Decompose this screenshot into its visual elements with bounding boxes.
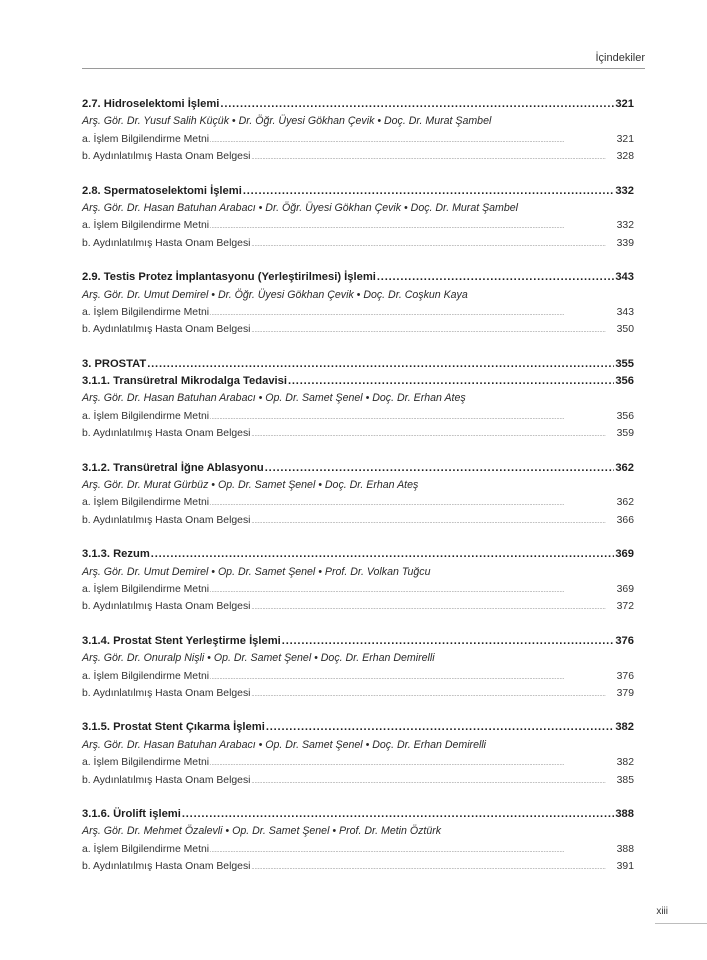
toc-entry-page-number: 372: [616, 601, 634, 613]
dot-leader: [251, 600, 615, 617]
toc-entry-label: a. İşlem Bilgilendirme Metni: [82, 843, 210, 855]
section-heading-page-number: 321: [615, 98, 634, 110]
author-line: Arş. Gör. Dr. Umut Demirel • Op. Dr. Samet Şenel • Prof. Dr. Volkan Tuğcu: [82, 565, 431, 578]
section-heading-page-number: 369: [615, 548, 634, 561]
section-heading-label: 3.1.4. Prostat Stent Yerleştirme İşlemi: [82, 634, 281, 647]
dot-leader: [251, 774, 615, 791]
section-heading-label: 3. PROSTAT: [82, 357, 147, 370]
toc-entry: [82, 131, 634, 148]
toc-entry-label: b. Aydınlatılmış Hasta Onam Belgesi: [82, 237, 251, 249]
toc-entry-page-number: 339: [616, 237, 634, 249]
dot-leader: [210, 410, 616, 427]
toc-entry: [82, 512, 634, 529]
dot-leader: [251, 687, 615, 704]
toc-entry-page-number: 362: [616, 497, 634, 509]
dot-leader: [210, 670, 616, 687]
dot-leader: [210, 756, 616, 773]
dot-leader: [251, 237, 615, 254]
header-divider: [82, 68, 645, 69]
toc-entry: [82, 668, 634, 685]
toc-entry-label: a. İşlem Bilgilendirme Metni: [82, 133, 210, 145]
running-header-title: İçindekiler: [595, 52, 645, 64]
dot-leader: [210, 496, 616, 513]
toc-entry-page-number: 356: [616, 410, 634, 422]
section-heading: [82, 633, 634, 650]
author-line: Arş. Gör. Dr. Hasan Batuhan Arabacı • Op. Dr. Samet Şenel • Doç. Dr. Erhan Ateş: [82, 392, 466, 405]
toc-entry: [82, 321, 634, 338]
toc-entry: [82, 408, 634, 425]
toc-entry: [82, 494, 634, 511]
dot-leader: [266, 719, 615, 736]
toc-entry-label: a. İşlem Bilgilendirme Metni: [82, 497, 210, 509]
dot-leader: [210, 583, 616, 600]
dot-leader: [288, 373, 614, 390]
section-heading-label: 3.1.2. Transüretral İğne Ablasyonu: [82, 461, 264, 474]
dot-leader: [151, 546, 615, 563]
dot-leader: [210, 306, 616, 323]
dot-leader: [265, 460, 615, 477]
author-line: Arş. Gör. Dr. Mehmet Özalevli • Op. Dr. Samet Şenel • Prof. Dr. Metin Öztürk: [82, 825, 442, 838]
toc-entry-label: b. Aydınlatılmış Hasta Onam Belgesi: [82, 861, 251, 873]
dot-leader: [251, 427, 615, 444]
section-heading-label: 3.1.3. Rezum: [82, 548, 150, 561]
toc-entry: [82, 754, 634, 771]
section-heading-page-number: 362: [615, 461, 634, 474]
toc-entry-label: b. Aydınlatılmış Hasta Onam Belgesi: [82, 324, 251, 336]
section-heading-page-number: 388: [615, 807, 634, 820]
toc-section: [82, 460, 634, 530]
section-heading-page-number: 332: [615, 184, 634, 197]
section-heading-page-number: 343: [615, 271, 634, 284]
section-heading-page-number: 376: [615, 634, 634, 647]
toc-section: [82, 719, 634, 789]
section-heading-label: 3.1.1. Transüretral Mikrodalga Tedavisi: [82, 375, 287, 388]
toc-entry-label: b. Aydınlatılmış Hasta Onam Belgesi: [82, 151, 251, 163]
toc-entry: [82, 425, 634, 442]
section-heading-label: 3.1.6. Ürolift işlemi: [82, 807, 181, 820]
toc-entry-label: b. Aydınlatılmış Hasta Onam Belgesi: [82, 514, 251, 526]
toc-entry: [82, 858, 634, 875]
toc-entry-page-number: 366: [616, 514, 634, 526]
dot-leader: [147, 356, 614, 373]
section-heading: [82, 460, 634, 477]
toc-entry-label: b. Aydınlatılmış Hasta Onam Belgesi: [82, 687, 251, 699]
toc-section: [82, 633, 634, 703]
dot-leader: [251, 514, 615, 531]
section-heading: [82, 356, 634, 373]
section-heading-label: 2.8. Spermatoselektomi İşlemi: [82, 184, 242, 197]
dot-leader: [251, 150, 615, 167]
author-line: Arş. Gör. Dr. Hasan Batuhan Arabacı • Op. Dr. Samet Şenel • Doç. Dr. Erhan Demirelli: [82, 738, 487, 751]
toc-entry-page-number: 382: [616, 757, 634, 769]
toc-section: [82, 546, 634, 616]
section-heading-page-number: 356: [615, 375, 634, 388]
toc-section: [82, 806, 634, 876]
author-line: Arş. Gör. Dr. Murat Gürbüz • Op. Dr. Samet Şenel • Doç. Dr. Erhan Ateş: [82, 479, 419, 492]
toc-entry-page-number: 391: [616, 861, 634, 873]
author-line: Arş. Gör. Dr. Umut Demirel • Dr. Öğr. Üyesi Gökhan Çevik • Doç. Dr. Coşkun Kaya: [82, 288, 468, 301]
dot-leader: [210, 219, 616, 236]
dot-leader: [377, 269, 614, 286]
toc-entry-label: a. İşlem Bilgilendirme Metni: [82, 757, 210, 769]
toc-entry-page-number: 379: [616, 687, 634, 699]
author-line: Arş. Gör. Dr. Hasan Batuhan Arabacı • Dr. Öğr. Üyesi Gökhan Çevik • Doç. Dr. Murat Şambel: [82, 201, 519, 214]
toc-entry-page-number: 376: [616, 670, 634, 682]
toc-entry-page-number: 332: [616, 220, 634, 232]
toc-section: [82, 183, 634, 253]
toc-entry: [82, 148, 634, 165]
toc-section: [82, 96, 634, 166]
toc-entry-label: b. Aydınlatılmış Hasta Onam Belgesi: [82, 428, 251, 440]
toc-entry: [82, 235, 634, 252]
section-heading-page-number: 382: [615, 721, 634, 734]
section-heading: [82, 183, 634, 200]
toc-section: [82, 356, 634, 443]
toc-entry-page-number: 359: [616, 428, 634, 440]
section-heading-label: 3.1.5. Prostat Stent Çıkarma İşlemi: [82, 721, 265, 734]
table-of-contents: [82, 96, 634, 892]
section-heading: [82, 806, 634, 823]
toc-entry-page-number: 388: [616, 843, 634, 855]
toc-entry-label: b. Aydınlatılmış Hasta Onam Belgesi: [82, 774, 251, 786]
toc-entry-page-number: 328: [616, 151, 634, 163]
dot-leader: [210, 843, 616, 860]
dot-leader: [210, 133, 616, 150]
dot-leader: [182, 806, 614, 823]
section-heading-label: 2.7. Hidroselektomi İşlemi: [82, 98, 220, 110]
toc-entry-label: a. İşlem Bilgilendirme Metni: [82, 306, 210, 318]
section-heading: [82, 269, 634, 286]
footer-divider: [655, 923, 707, 924]
toc-entry-label: a. İşlem Bilgilendirme Metni: [82, 220, 210, 232]
toc-entry-page-number: 385: [616, 774, 634, 786]
dot-leader: [282, 633, 615, 650]
author-line: Arş. Gör. Dr. Onuralp Nişli • Op. Dr. Samet Şenel • Doç. Dr. Erhan Demirelli: [82, 652, 435, 665]
section-heading: [82, 96, 634, 113]
toc-entry: [82, 598, 634, 615]
toc-entry-label: a. İşlem Bilgilendirme Metni: [82, 670, 210, 682]
dot-leader: [243, 183, 615, 200]
toc-entry-page-number: 321: [616, 133, 634, 145]
toc-entry-page-number: 369: [616, 583, 634, 595]
toc-entry: [82, 581, 634, 598]
author-line: Arş. Gör. Dr. Yusuf Salih Küçük • Dr. Öğr. Üyesi Gökhan Çevik • Doç. Dr. Murat Şambel: [82, 115, 492, 128]
dot-leader: [251, 323, 615, 340]
toc-entry: [82, 685, 634, 702]
section-heading-page-number: 355: [615, 357, 634, 370]
toc-entry: [82, 304, 634, 321]
toc-section: [82, 269, 634, 339]
dot-leader: [220, 96, 614, 113]
page-number: xiii: [656, 906, 668, 917]
section-heading: [82, 719, 634, 736]
toc-entry-label: b. Aydınlatılmış Hasta Onam Belgesi: [82, 601, 251, 613]
toc-entry-label: a. İşlem Bilgilendirme Metni: [82, 583, 210, 595]
dot-leader: [251, 860, 615, 877]
toc-entry: [82, 841, 634, 858]
section-heading: [82, 546, 634, 563]
toc-entry-label: a. İşlem Bilgilendirme Metni: [82, 410, 210, 422]
toc-entry-page-number: 343: [616, 306, 634, 318]
toc-entry: [82, 772, 634, 789]
section-heading: [82, 373, 634, 390]
section-heading-label: 2.9. Testis Protez İmplantasyonu (Yerleştirilmesi) İşlemi: [82, 271, 376, 284]
toc-entry: [82, 217, 634, 234]
toc-entry-page-number: 350: [616, 324, 634, 336]
